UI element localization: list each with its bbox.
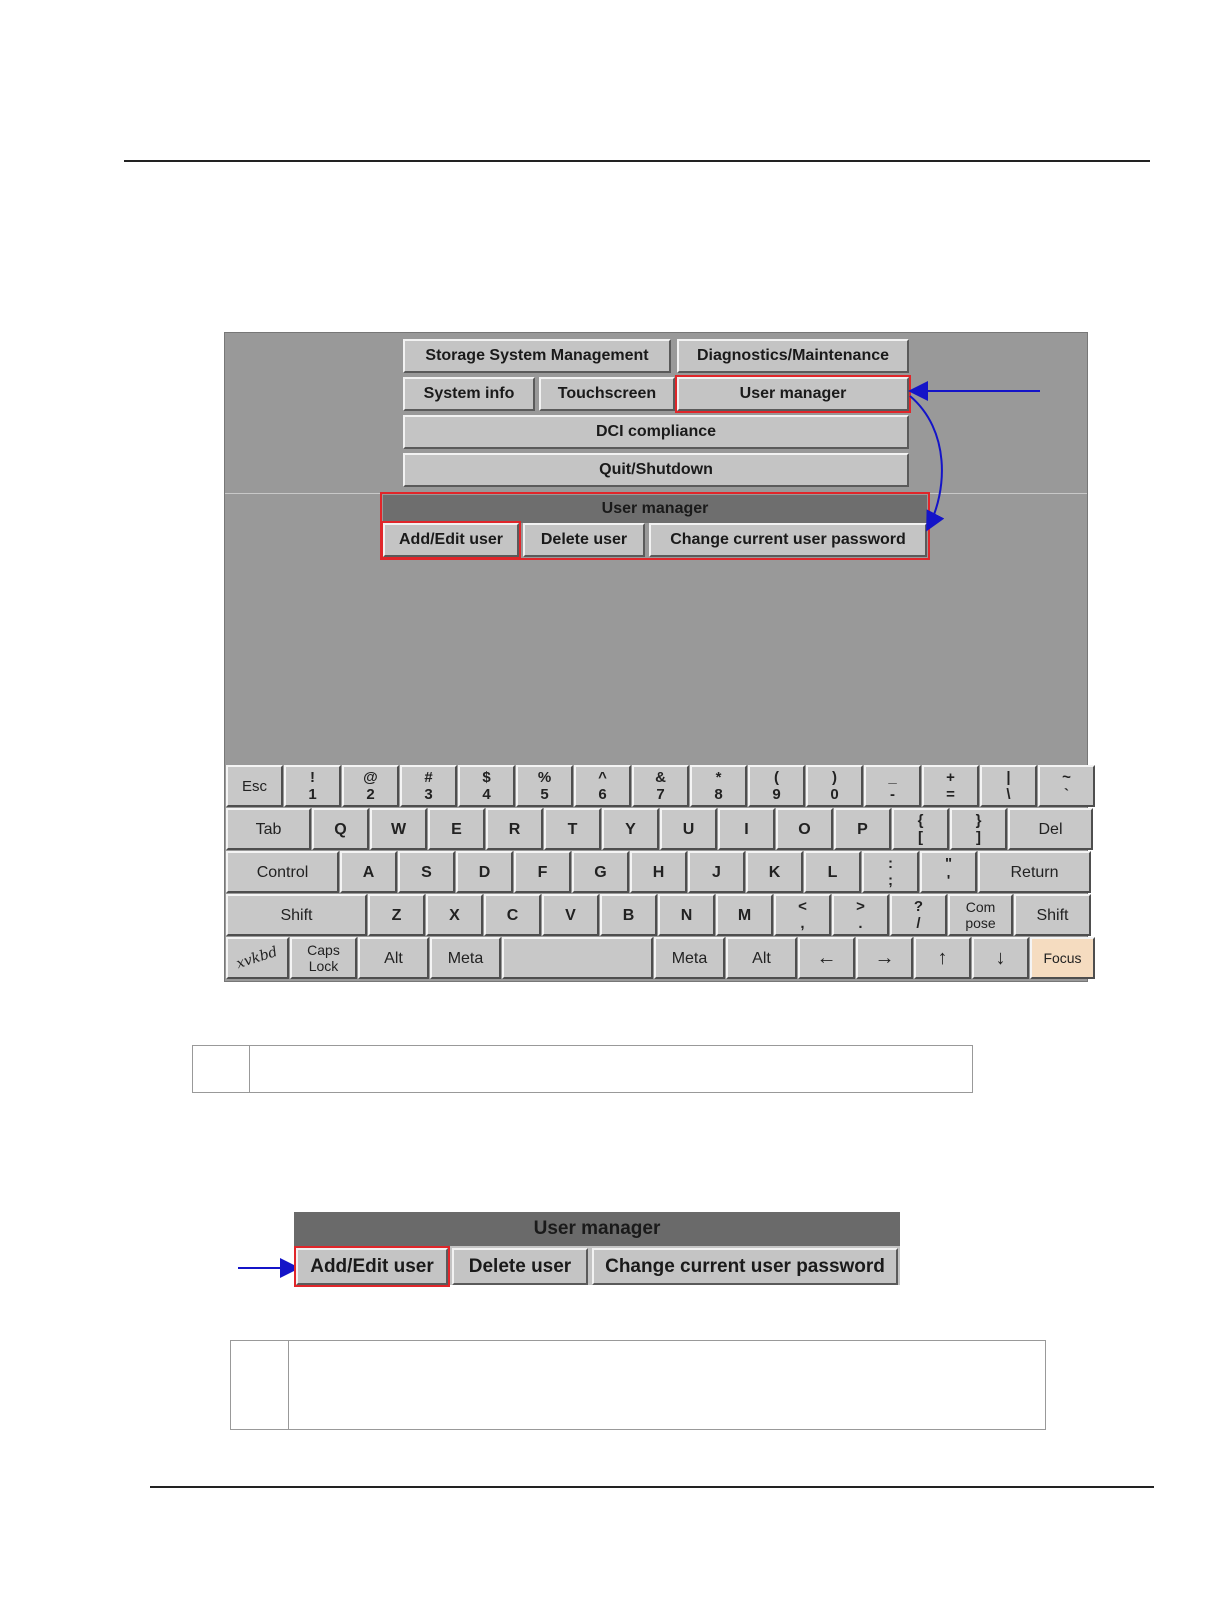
key-sym[interactable]: [890, 894, 947, 936]
key-control[interactable]: [226, 851, 339, 893]
key-base-symbol: -: [890, 786, 895, 803]
dci-compliance-button[interactable]: DCI compliance: [403, 415, 909, 449]
key-label: X: [449, 906, 460, 924]
key-bottom-label: pose: [965, 915, 996, 931]
key-bottom-label: Lock: [308, 958, 339, 974]
key-d[interactable]: [456, 851, 513, 893]
key-label: G: [594, 863, 607, 881]
key-s[interactable]: [398, 851, 455, 893]
xvkbd-logo: [226, 937, 289, 979]
key-base-symbol: 6: [598, 786, 607, 803]
delete-user-button[interactable]: Delete user: [523, 523, 645, 557]
key-label: Meta: [447, 949, 484, 967]
key-base-symbol: `: [1064, 786, 1069, 803]
key-label: J: [712, 863, 721, 881]
key-base-symbol: 5: [540, 786, 549, 803]
key-label: K: [768, 863, 781, 881]
key-label: Y: [625, 820, 636, 838]
key-base-symbol: 0: [830, 786, 839, 803]
key-f[interactable]: [514, 851, 571, 893]
key-label: Tab: [255, 820, 282, 838]
key-label: A: [362, 863, 375, 881]
key-label: C: [506, 906, 519, 924]
right-arrow-icon: →: [874, 946, 895, 969]
key-2[interactable]: [342, 765, 399, 807]
key-label: Alt: [752, 949, 771, 967]
touchscreen-button[interactable]: Touchscreen: [539, 377, 675, 411]
key-sym[interactable]: [1038, 765, 1095, 807]
key-up-arrow-icon[interactable]: [914, 937, 971, 979]
key-z[interactable]: [368, 894, 425, 936]
key-top-label: <: [798, 898, 807, 915]
key-top-label: >: [856, 898, 865, 915]
storage-system-management-button[interactable]: Storage System Management: [403, 339, 671, 373]
key-bottom-label: ]: [976, 829, 981, 846]
key-top-label: }: [975, 812, 982, 829]
note-icon-cell: [193, 1046, 250, 1092]
key-w[interactable]: [370, 808, 427, 850]
key-j[interactable]: [688, 851, 745, 893]
key-shift-symbol: #: [424, 769, 433, 786]
submenu-title: User manager: [383, 495, 927, 523]
key-h[interactable]: [630, 851, 687, 893]
key-n[interactable]: [658, 894, 715, 936]
key-bottom-label: [: [918, 829, 923, 846]
key-alt[interactable]: [358, 937, 429, 979]
down-arrow-icon: ↓: [995, 946, 1006, 969]
key-p[interactable]: [834, 808, 891, 850]
key-base-symbol: 2: [366, 786, 375, 803]
key-9[interactable]: [748, 765, 805, 807]
key-v[interactable]: [542, 894, 599, 936]
up-arrow-icon: ↑: [937, 946, 948, 969]
header-rule: [124, 160, 1150, 162]
key-sym[interactable]: [950, 808, 1007, 850]
key-a[interactable]: [340, 851, 397, 893]
add-edit-user-button[interactable]: Add/Edit user: [383, 523, 519, 557]
key-q[interactable]: [312, 808, 369, 850]
key-sym[interactable]: [832, 894, 889, 936]
system-info-button[interactable]: System info: [403, 377, 535, 411]
key-bottom-label: ;: [888, 872, 893, 889]
key-top-label: {: [917, 812, 924, 829]
key-left-arrow-icon[interactable]: [798, 937, 855, 979]
zoomed-submenu-title: User manager: [294, 1212, 900, 1246]
key-6[interactable]: [574, 765, 631, 807]
key-label: Control: [256, 863, 309, 881]
key-return[interactable]: [978, 851, 1091, 893]
key-label: E: [451, 820, 462, 838]
key-shift-symbol: (: [774, 769, 779, 786]
key-down-arrow-icon[interactable]: [972, 937, 1029, 979]
user-manager-button[interactable]: User manager: [677, 377, 909, 411]
key-shift-symbol: *: [715, 769, 722, 786]
key-label: Return: [1010, 863, 1059, 881]
key-meta[interactable]: [654, 937, 725, 979]
key-m[interactable]: [716, 894, 773, 936]
key-shift[interactable]: [226, 894, 367, 936]
zoomed-change-password-button[interactable]: Change current user password: [592, 1248, 898, 1285]
key-l[interactable]: [804, 851, 861, 893]
key-label: Esc: [241, 777, 267, 795]
zoomed-submenu: [294, 1212, 900, 1285]
key-focus[interactable]: [1030, 937, 1095, 979]
key-top-label: :: [888, 855, 893, 872]
key-o[interactable]: [776, 808, 833, 850]
key-i[interactable]: [718, 808, 775, 850]
key-label: T: [567, 820, 578, 838]
key-3[interactable]: [400, 765, 457, 807]
key-c[interactable]: [484, 894, 541, 936]
key-shift-symbol: ^: [598, 769, 607, 786]
key-del[interactable]: [1008, 808, 1093, 850]
change-password-button[interactable]: Change current user password: [649, 523, 927, 557]
key-shift-symbol: @: [363, 769, 378, 786]
key-shift-symbol: |: [1006, 769, 1011, 786]
key-right-arrow-icon[interactable]: [856, 937, 913, 979]
key-label: F: [537, 863, 548, 881]
key-capslock[interactable]: [290, 937, 357, 979]
note-box-1: [192, 1045, 973, 1093]
key-shift[interactable]: [1014, 894, 1091, 936]
key-label: P: [857, 820, 868, 838]
key-label: Del: [1038, 820, 1063, 838]
key-sym[interactable]: [922, 765, 979, 807]
key-8[interactable]: [690, 765, 747, 807]
key-label: I: [744, 820, 749, 838]
key-r[interactable]: [486, 808, 543, 850]
key-tab[interactable]: [226, 808, 311, 850]
key-0[interactable]: [806, 765, 863, 807]
key-base-symbol: 9: [772, 786, 781, 803]
key-sym[interactable]: [774, 894, 831, 936]
key-alt[interactable]: [726, 937, 797, 979]
key-label: Alt: [384, 949, 403, 967]
key-label: Z: [391, 906, 402, 924]
key-b[interactable]: [600, 894, 657, 936]
key-base-symbol: 1: [308, 786, 317, 803]
left-arrow-icon: ←: [816, 946, 837, 969]
key-base-symbol: \: [1006, 786, 1011, 803]
key-sym[interactable]: [864, 765, 921, 807]
key-base-symbol: 7: [656, 786, 665, 803]
key-label: L: [827, 863, 838, 881]
key-shift-symbol: ): [832, 769, 837, 786]
key-shift-symbol: $: [482, 769, 491, 786]
key-g[interactable]: [572, 851, 629, 893]
key-shift-symbol: _: [888, 769, 897, 786]
key-4[interactable]: [458, 765, 515, 807]
key-space[interactable]: [502, 937, 653, 979]
key-base-symbol: 4: [482, 786, 491, 803]
logo-text: xvkbd: [234, 943, 280, 972]
key-esc[interactable]: [226, 765, 283, 807]
key-label: O: [798, 820, 811, 838]
key-top-label: Com: [965, 899, 996, 915]
key-compose[interactable]: [948, 894, 1013, 936]
key-e[interactable]: [428, 808, 485, 850]
key-base-symbol: 8: [714, 786, 723, 803]
key-label: Focus: [1043, 949, 1082, 966]
key-label: Meta: [671, 949, 708, 967]
key-label: D: [478, 863, 491, 881]
key-label: M: [737, 906, 752, 924]
key-meta[interactable]: [430, 937, 501, 979]
quit-shutdown-button[interactable]: Quit/Shutdown: [403, 453, 909, 487]
key-bottom-label: ': [946, 872, 951, 889]
key-t[interactable]: [544, 808, 601, 850]
note-box-2: [230, 1340, 1046, 1430]
key-label: Q: [334, 820, 347, 838]
key-top-label: ?: [913, 898, 924, 915]
key-top-label: ": [944, 855, 953, 872]
key-sym[interactable]: [892, 808, 949, 850]
key-bottom-label: /: [916, 915, 921, 932]
key-label: R: [508, 820, 521, 838]
key-k[interactable]: [746, 851, 803, 893]
key-label: U: [682, 820, 695, 838]
key-label: B: [622, 906, 635, 924]
key-shift-symbol: !: [310, 769, 315, 786]
key-u[interactable]: [660, 808, 717, 850]
key-label: S: [421, 863, 432, 881]
key-sym[interactable]: [920, 851, 977, 893]
key-7[interactable]: [632, 765, 689, 807]
key-y[interactable]: [602, 808, 659, 850]
key-base-symbol: 3: [424, 786, 433, 803]
key-bottom-label: ,: [800, 915, 805, 932]
zoomed-delete-user-button[interactable]: Delete user: [452, 1248, 588, 1285]
diagnostics-maintenance-button[interactable]: Diagnostics/Maintenance: [677, 339, 909, 373]
key-shift-symbol: &: [655, 769, 666, 786]
key-top-label: Caps: [307, 942, 340, 958]
key-label: V: [565, 906, 576, 924]
key-label: W: [390, 820, 407, 838]
key-label: H: [652, 863, 665, 881]
key-sym[interactable]: [980, 765, 1037, 807]
key-label: Shift: [280, 906, 313, 924]
key-bottom-label: .: [858, 915, 863, 932]
key-base-symbol: =: [946, 786, 955, 803]
key-shift-symbol: ~: [1062, 769, 1071, 786]
key-shift-symbol: +: [946, 769, 955, 786]
key-shift-symbol: %: [537, 769, 552, 786]
key-sym[interactable]: [862, 851, 919, 893]
key-1[interactable]: [284, 765, 341, 807]
note-icon-cell: [231, 1341, 289, 1429]
key-label: Shift: [1036, 906, 1069, 924]
key-x[interactable]: [426, 894, 483, 936]
footer-rule: [150, 1486, 1154, 1488]
key-5[interactable]: [516, 765, 573, 807]
main-screen: [224, 332, 1088, 982]
zoomed-add-edit-user-button[interactable]: Add/Edit user: [296, 1248, 448, 1285]
key-label: N: [680, 906, 693, 924]
